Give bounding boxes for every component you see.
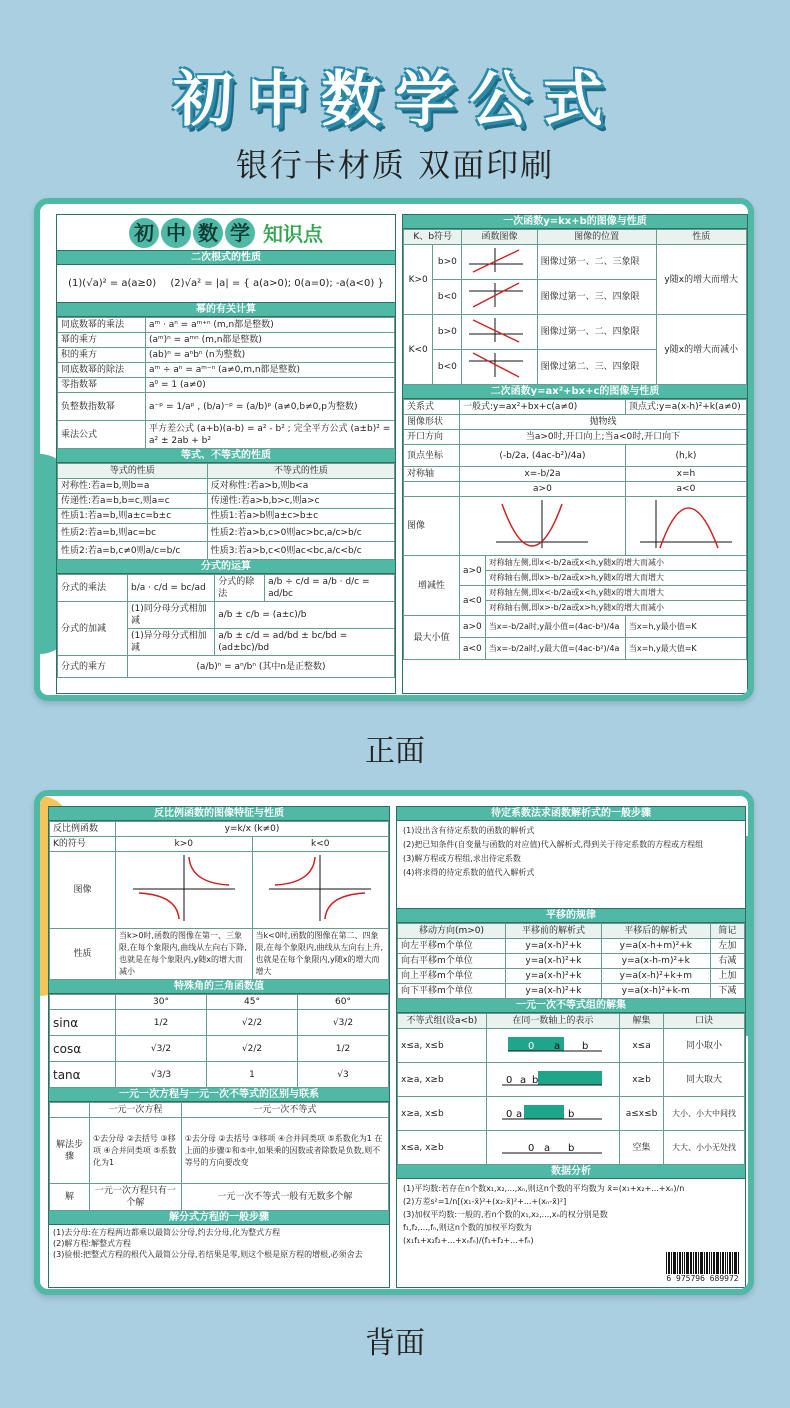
table-cell: 大小、小大中间找: [664, 1097, 745, 1131]
table-header: 移动方向(m>0): [398, 924, 506, 939]
table-header: 口诀: [664, 1014, 745, 1029]
back-label: 背面: [365, 1326, 425, 1361]
table-cell: ①去分母 ②去括号 ③移项 ④合并同类项 ⑤系数化为1 在上面的步骤①和⑤中,如果乘的因数或者除数是负数,则不等号的方向要改变: [181, 1118, 388, 1184]
table-cell: (a/b)ⁿ = aⁿ/bⁿ (其中n是正整数): [128, 656, 395, 678]
svg-text:a: a: [515, 1108, 522, 1120]
stats-list: [397, 1179, 745, 1250]
table-cell: y=a(x-h-m)²+k: [601, 954, 710, 969]
table-cell: 负整数指数幂: [58, 393, 146, 421]
number-line: [486, 1131, 619, 1165]
linear-title: 一次函数y=kx+b的图像与性质: [403, 215, 747, 229]
table-cell: 关系式: [404, 400, 460, 415]
frac-eq-title: 解分式方程的一般步骤: [49, 1211, 389, 1225]
parabola-up-graph: [460, 497, 626, 556]
table-cell: 同大取大: [664, 1063, 745, 1097]
table-cell: 向上平移m个单位: [398, 969, 506, 984]
table-cell: 当a>0时,开口向上;当a<0时,开口向下: [460, 430, 747, 445]
table-cell: 1/2: [116, 1010, 207, 1036]
table-cell: 上加: [710, 969, 744, 984]
table-cell: 分式的加减: [58, 602, 128, 656]
table-cell: 幂的乘方: [58, 333, 146, 348]
table-cell: sinα: [50, 1010, 116, 1036]
barcode-bars: [666, 1250, 739, 1274]
stats-title: 数据分析: [397, 1165, 745, 1179]
shift-title: 平移的规律: [397, 909, 745, 923]
table-cell: 性质2:若a>b,c>0则ac>bc,a/c>b/c: [207, 524, 394, 542]
table-cell: 最大小值: [404, 616, 460, 660]
hyperbola-pos-graph: [116, 852, 253, 929]
table-cell: 45°: [207, 995, 298, 1010]
table-cell: 当k>0时,函数的图像在第一、三象限,在每个象限内,曲线从左向右下降,也就是在每个象限内,y随x的增大而减小: [116, 929, 253, 980]
table-cell: x≥a, x≤b: [398, 1097, 487, 1131]
table-cell: 一般式:y=ax²+bx+c(a≠0): [460, 400, 626, 415]
table-header: 函数图像: [462, 230, 537, 245]
table-cell: √3/2: [298, 1010, 389, 1036]
ineq-sys-title: 一元一次不等式组的解集: [397, 999, 745, 1013]
table-cell: 对称轴右侧,即x>-b/2a或x>h,y随x的增大而增大: [485, 571, 746, 586]
undetermined-list: [397, 821, 745, 909]
table-header: 平移后的解析式: [601, 924, 710, 939]
back-right-column: [396, 806, 746, 1288]
number-line-icon: [498, 1031, 608, 1057]
table-cell: a⁻ᵖ = 1/aᵖ , (b/a)⁻ᵖ = (a/b)ᵖ (a≠0,b≠0,p为整数): [146, 393, 395, 421]
table-cell: 空集: [620, 1131, 664, 1165]
table-cell: 当x=h,y最大值=K: [625, 638, 746, 660]
table-cell: 1: [207, 1062, 298, 1088]
table-cell: a⁰ = 1 (a≠0): [146, 378, 395, 393]
trig-table: [49, 994, 389, 1088]
shift-table: [397, 923, 745, 999]
table-cell: x≤a: [620, 1029, 664, 1063]
table-cell: (1)异分母分式相加减: [128, 629, 215, 656]
fractions-title: 分式的运算: [57, 560, 395, 574]
table-cell: 当x=-b/2a时,y最大值=(4ac-b²)/4a: [485, 638, 625, 660]
table-header: 平移前的解析式: [505, 924, 601, 939]
table-cell: 性质: [50, 929, 116, 980]
table-cell: 顶点式:y=a(x-h)²+k(a≠0): [625, 400, 746, 415]
table-cell: √3/2: [116, 1036, 207, 1062]
table-cell: 向右平移m个单位: [398, 954, 506, 969]
table-cell: y随x的增大而减小: [656, 315, 746, 385]
table-cell: 性质1:若a>b则a±c>b±c: [207, 509, 394, 524]
table-cell: y=a(x-h+m)²+k: [601, 939, 710, 954]
table-header: 在同一数轴上的表示: [486, 1014, 619, 1029]
table-cell: 解: [50, 1184, 90, 1211]
table-cell: a/b ÷ c/d = a/b · d/c = ad/bc: [265, 575, 395, 602]
table-cell: b>0: [433, 315, 462, 350]
table-cell: 60°: [298, 995, 389, 1010]
svg-text:a: a: [553, 1040, 560, 1052]
table-cell: y=a(x-h)²+k: [505, 939, 601, 954]
quadratic-title: 二次函数y=ax²+bx+c的图像与性质: [403, 385, 747, 399]
table-cell: 当x=h,y最小值=K: [625, 616, 746, 638]
table-cell: K>0: [404, 245, 433, 315]
frac-eq-list: [49, 1225, 389, 1262]
list-item: (4)将求得的待定系数的值代入解析式: [403, 868, 535, 877]
table-cell: (ab)ⁿ = aⁿbⁿ (n为整数): [146, 348, 395, 363]
table-cell: K<0: [404, 315, 433, 385]
barcode-number: 6 975796 689972: [666, 1274, 739, 1283]
equality-table: [57, 463, 395, 560]
table-cell: y=a(x-h)²+k+m: [601, 969, 710, 984]
table-cell: 30°: [116, 995, 207, 1010]
hyperbola-neg-graph: [252, 852, 389, 929]
svg-text:b: b: [531, 1074, 539, 1086]
table-cell: y=a(x-h)²+k: [505, 969, 601, 984]
logo-char: 数: [193, 218, 223, 248]
table-cell: k>0: [116, 837, 253, 852]
parabola-down-icon: [636, 498, 736, 550]
table-cell: 性质1:若a=b,则a±c=b±c: [58, 509, 208, 524]
table-header: 解集: [620, 1014, 664, 1029]
radical-formula-2: (2)√a² = |a| = { a(a>0); 0(a=0); -a(a<0) }: [170, 278, 384, 289]
back-left-column: [48, 806, 390, 1288]
linear-eq-table: [49, 1102, 389, 1211]
front-card: [34, 198, 754, 701]
table-cell: 对称轴左侧,即x<-b/2a或x<h,y随x的增大而减小: [485, 556, 746, 571]
table-cell: 向下平移m个单位: [398, 984, 506, 999]
table-cell: 当x=-b/2a时,y最小值=(4ac-b²)/4a: [485, 616, 625, 638]
logo-char: 学: [225, 218, 255, 248]
table-cell: 当k<0时,函数的图像在第二、四象限,在每个象限内,曲线从左向右上升,也就是在每个象限内,y随x的增大而增大: [252, 929, 389, 980]
table-header: 等式的性质: [58, 464, 208, 479]
hero-title: 初中数学公式: [173, 65, 617, 135]
table-cell: ①去分母 ②去括号 ③移项 ④合并同类项 ⑤系数化为1: [90, 1118, 182, 1184]
svg-text:b: b: [567, 1142, 575, 1154]
table-cell: cosα: [50, 1036, 116, 1062]
front-right-column: [402, 214, 748, 694]
table-cell: 对称性:若a=b,则b=a: [58, 479, 208, 494]
table-cell: x=-b/2a: [460, 467, 626, 482]
table-cell: aᵐ ÷ aⁿ = aᵐ⁻ⁿ (a≠0,m,n都是整数): [146, 363, 395, 378]
table-cell: 性质2:若a=b,c≠0则a/c=b/c: [58, 542, 208, 560]
table-cell: 一元一次不等式一般有无数多个解: [181, 1184, 388, 1211]
table-cell: b<0: [433, 350, 462, 385]
equality-title: 等式、不等式的性质: [57, 449, 395, 463]
table-header: K、b符号: [404, 230, 462, 245]
table-cell: K的符号: [50, 837, 116, 852]
table-cell: 反比例函数: [50, 822, 116, 837]
number-line-icon: [498, 1099, 608, 1125]
table-cell: 平方差公式 (a+b)(a-b) = a² - b² ; 完全平方公式 (a±b)² = a² ± 2ab + b²: [146, 421, 395, 449]
table-cell: y=a(x-h)²+k: [505, 954, 601, 969]
number-line: [486, 1063, 619, 1097]
table-cell: 图像过第一、二、四象限: [537, 315, 656, 350]
table-cell: a<0: [460, 586, 486, 616]
svg-text:0: 0: [505, 1074, 513, 1086]
trig-title: 特殊角的三角函数值: [49, 980, 389, 994]
radicals-body: [57, 265, 395, 303]
number-line: [486, 1097, 619, 1131]
hero-subtitle: 银行卡材质 双面印刷: [235, 146, 555, 184]
logo: [57, 215, 395, 251]
table-cell: 一元一次方程: [90, 1103, 182, 1118]
table-cell: 分式的除法: [215, 575, 265, 602]
svg-text:0: 0: [527, 1142, 535, 1154]
table-cell: (aᵐ)ⁿ = aᵐⁿ (m,n都是整数): [146, 333, 395, 348]
table-cell: 左加: [710, 939, 744, 954]
svg-text:a: a: [519, 1074, 526, 1086]
table-cell: x≥a, x≥b: [398, 1063, 487, 1097]
back-card: [34, 790, 754, 1295]
table-cell: 增减性: [404, 556, 460, 616]
powers-table: [57, 317, 395, 449]
table-cell: 图像形状: [404, 415, 460, 430]
table-cell: 对称轴: [404, 467, 460, 482]
table-cell: 开口方向: [404, 430, 460, 445]
list-item: (2)解方程:解整式方程: [53, 1239, 132, 1248]
powers-title: 幂的有关计算: [57, 303, 395, 317]
table-cell: 向左平移m个单位: [398, 939, 506, 954]
table-cell: b/a · c/d = bc/ad: [128, 575, 215, 602]
table-cell: 分式的乘法: [58, 575, 128, 602]
front-label: 正面: [365, 734, 425, 769]
table-cell: 同小取小: [664, 1029, 745, 1063]
line-up-icon: [465, 246, 525, 274]
table-header: 性质: [656, 230, 746, 245]
table-cell: a<0: [460, 638, 486, 660]
line-down-icon: [465, 316, 525, 344]
table-cell: 乘法公式: [58, 421, 146, 449]
number-line: [486, 1029, 619, 1063]
table-cell: aᵐ · aⁿ = aᵐ⁺ⁿ (m,n都是整数): [146, 318, 395, 333]
linear-graph: [462, 315, 537, 350]
line-up-icon: [465, 281, 525, 309]
hyperbola-neg-icon: [265, 853, 375, 923]
logo-char: 中: [161, 218, 191, 248]
radical-formula-1: (1)(√a)² = a(a≥0): [68, 278, 157, 289]
table-cell: [50, 1103, 90, 1118]
quadratic-table: [403, 399, 747, 660]
table-header: 图像的位置: [537, 230, 656, 245]
table-cell: y=a(x-h)²+k: [505, 984, 601, 999]
table-cell: 解法步骤: [50, 1118, 90, 1184]
line-down-icon: [465, 351, 525, 379]
table-cell: a/b ± c/d = ad/bd ± bc/bd = (ad±bc)/bd: [215, 629, 395, 656]
table-cell: 性质2:若a=b,则ac=bc: [58, 524, 208, 542]
table-cell: x≥b: [620, 1063, 664, 1097]
table-cell: 图像过第一、二、三象限: [537, 245, 656, 280]
list-item: (1)去分母:在方程两边都乘以最简公分母,约去分母,化为整式方程: [53, 1228, 281, 1237]
table-cell: 图像过第一、三、四象限: [537, 280, 656, 315]
list-item: (3)验根:把整式方程的根代入最简公分母,若结果是零,则这个根是原方程的增根,必须舍去: [53, 1250, 363, 1259]
table-cell: a/b ± c/b = (a±c)/b: [215, 602, 395, 629]
linear-table: [403, 229, 747, 385]
linear-graph: [462, 245, 537, 280]
table-cell: 同底数幂的乘法: [58, 318, 146, 333]
table-cell: 右减: [710, 954, 744, 969]
table-cell: [50, 995, 116, 1010]
table-cell: (h,k): [625, 445, 746, 467]
table-cell: tanα: [50, 1062, 116, 1088]
number-line-icon: [498, 1133, 608, 1159]
table-cell: y随x的增大而增大: [656, 245, 746, 315]
inverse-title: 反比例函数的图像特征与性质: [49, 807, 389, 821]
table-cell: 图像: [50, 852, 116, 929]
hyperbola-pos-icon: [129, 853, 239, 923]
table-cell: y=k/x (k≠0): [116, 822, 389, 837]
list-item: (3)加权平均数:一般的,若n个数的x₁,x₂,...,xₙ的权分别是数f₁,f₂,...,fₙ,则这n个数的加权平均数为 (x₁f₁+x₂f₂+...+xₙfₙ)/(f₁+f₂+...+fₙ): [403, 1210, 608, 1245]
table-cell: 一元一次方程只有一个解: [90, 1184, 182, 1211]
table-cell: 传递性:若a=b,b=c,则a=c: [58, 494, 208, 509]
radicals-title: 二次根式的性质: [57, 251, 395, 265]
table-cell: a<0: [625, 482, 746, 497]
table-header: 不等式组(设a<b): [398, 1014, 487, 1029]
table-cell: √2/2: [207, 1010, 298, 1036]
barcode: [666, 1250, 739, 1283]
svg-text:b: b: [581, 1040, 589, 1052]
list-item: (1)平均数:若存在n个数x₁,x₂,...,xₙ,则这n个数的平均数为 x̄=(x₁+x₂+...+xₙ)/n: [403, 1184, 685, 1193]
table-header: 不等式的性质: [207, 464, 394, 479]
table-cell: b>0: [433, 245, 462, 280]
logo-suffix: 知识点: [263, 222, 323, 246]
table-cell: √2/2: [207, 1036, 298, 1062]
linear-graph: [462, 280, 537, 315]
table-cell: 顶点坐标: [404, 445, 460, 467]
fractions-table: [57, 574, 395, 678]
table-cell: 一元一次不等式: [181, 1103, 388, 1118]
table-cell: a>0: [460, 482, 626, 497]
parabola-up-icon: [492, 498, 592, 550]
list-item: (2)方差s²=1/n[(x₁-x̄)²+(x₂-x̄)²+...+(xₙ-x̄)²]: [403, 1197, 567, 1206]
table-cell: 同底数幂的除法: [58, 363, 146, 378]
table-cell: [404, 482, 460, 497]
table-header: 简记: [710, 924, 744, 939]
linear-graph: [462, 350, 537, 385]
undetermined-title: 待定系数法求函数解析式的一般步骤: [397, 807, 745, 821]
list-item: (2)把已知条件(自变量与函数的对应值)代入解析式,得到关于待定系数的方程或方程组: [403, 840, 704, 849]
table-cell: 图像过第二、三、四象限: [537, 350, 656, 385]
table-cell: b<0: [433, 280, 462, 315]
table-cell: 反对称性:若a>b,则b<a: [207, 479, 394, 494]
table-cell: 积的乘方: [58, 348, 146, 363]
inverse-table: [49, 821, 389, 980]
table-cell: k<0: [252, 837, 389, 852]
table-cell: a>0: [460, 556, 486, 586]
linear-eq-title: 一元一次方程与一元一次不等式的区别与联系: [49, 1088, 389, 1102]
table-cell: 零指数幂: [58, 378, 146, 393]
table-cell: 对称轴左侧,即x<-b/2a或x<h,y随x的增大而增大: [485, 586, 746, 601]
table-cell: √3: [298, 1062, 389, 1088]
svg-text:0: 0: [505, 1108, 513, 1120]
table-cell: 大大、小小无处找: [664, 1131, 745, 1165]
table-cell: 抛物线: [460, 415, 747, 430]
list-item: (3)解方程或方程组,求出待定系数: [403, 854, 521, 863]
number-line-icon: [498, 1065, 608, 1091]
front-left-column: [56, 214, 396, 694]
table-cell: 传递性:若a>b,b>c,则a>c: [207, 494, 394, 509]
svg-text:0: 0: [527, 1040, 535, 1052]
table-cell: (1)同分母分式相加减: [128, 602, 215, 629]
table-cell: 1/2: [298, 1036, 389, 1062]
table-cell: x=h: [625, 467, 746, 482]
table-cell: a≤x≤b: [620, 1097, 664, 1131]
ineq-sys-table: [397, 1013, 745, 1165]
table-cell: 分式的乘方: [58, 656, 128, 678]
svg-text:a: a: [543, 1142, 550, 1154]
table-cell: 性质3:若a>b,c<0则ac<bc,a/c<b/c: [207, 542, 394, 560]
parabola-down-graph: [625, 497, 746, 556]
table-cell: √3/3: [116, 1062, 207, 1088]
table-cell: y=a(x-h)²+k-m: [601, 984, 710, 999]
table-cell: 对称轴右侧,即x>-b/2a或x>h,y随x的增大而减小: [485, 601, 746, 616]
table-cell: 下减: [710, 984, 744, 999]
svg-text:b: b: [567, 1108, 575, 1120]
logo-char: 初: [129, 218, 159, 248]
table-cell: 图像: [404, 497, 460, 556]
table-cell: a>0: [460, 616, 486, 638]
table-cell: (-b/2a, (4ac-b²)/4a): [460, 445, 626, 467]
list-item: (1)设出含有待定系数的函数的解析式: [403, 826, 535, 835]
table-cell: x≤a, x≤b: [398, 1029, 487, 1063]
table-cell: x≤a, x≥b: [398, 1131, 487, 1165]
